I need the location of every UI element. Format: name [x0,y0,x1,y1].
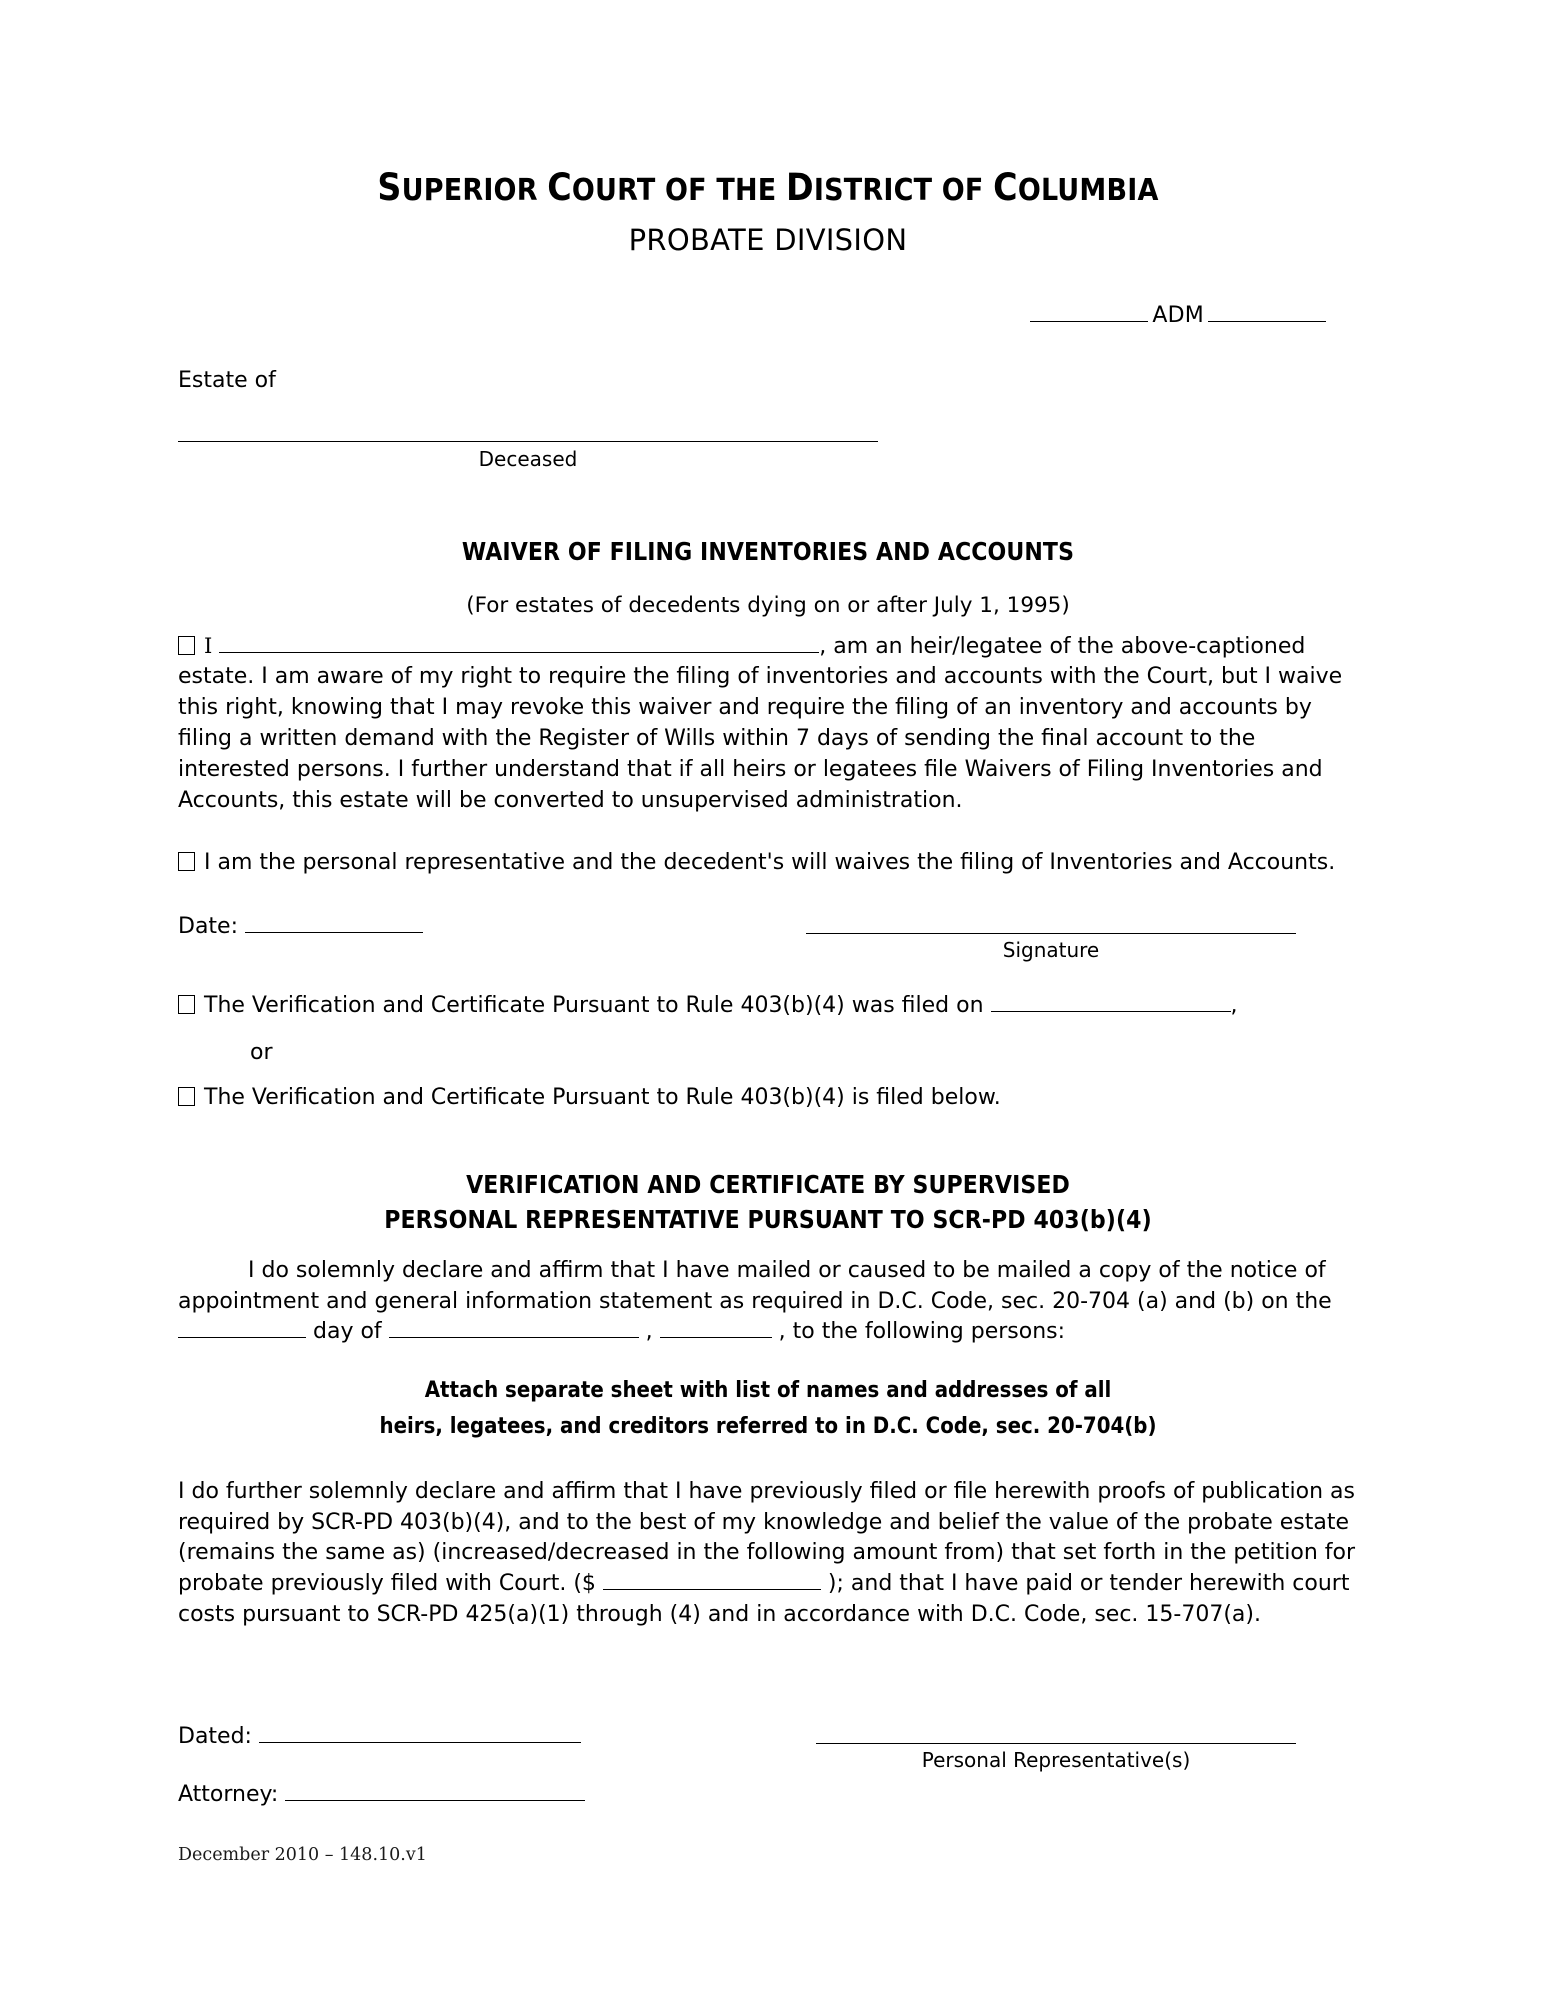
signature-field-group [806,913,1296,962]
personal-representative-signature-blank[interactable] [816,1723,1296,1744]
dated-field-group [178,1723,581,1749]
attorney-field-group [178,1781,585,1807]
date-field-group [178,913,423,939]
form-revision-footer: December 2010 – 148.10.v1 [178,1845,427,1865]
waiver-subtitle: (For estates of decedents dying on or after July 1, 1995) [466,592,1070,618]
case-number-suffix-blank[interactable] [1208,301,1326,322]
signature-blank[interactable] [806,913,1296,934]
or-label: or [250,1040,273,1066]
verification-filed-below-text: The Verification and Certificate Pursuant to Rule 403(b)(4) is filed below. [204,1085,1001,1111]
mailing-day-blank[interactable] [178,1318,306,1338]
verification-day-of-label: day of [313,1319,382,1345]
checkbox-personal-representative[interactable] [178,852,195,871]
mailing-year-blank[interactable] [660,1318,772,1338]
verification-declaration-paragraph [178,1256,1358,1348]
verification-title-line1: VERIFICATION AND CERTIFICATE BY SUPERVISED [466,1169,1070,1199]
verification-to-persons-label: , to the following persons: [778,1319,1066,1345]
attach-sheet-line2: heirs, legatees, and creditors referred to in D.C. Code, sec. 20-704(b) [379,1414,1157,1440]
closing-signature-block [178,1723,1358,1843]
personal-representative-caption: Personal Representative(s) [921,1747,1191,1772]
mailing-month-blank[interactable] [389,1318,639,1338]
case-number-row [178,301,1358,328]
heir-i-label: I [204,633,213,658]
date-signature-row [178,913,1358,975]
checkbox-verification-filed-on[interactable] [178,995,195,1014]
date-blank[interactable] [245,913,423,933]
checkbox-verification-filed-below[interactable] [178,1087,195,1106]
attorney-label: Attorney: [178,1781,279,1807]
checkbox-heir-legatee[interactable] [178,636,195,655]
division-subtitle: PROBATE DIVISION [628,222,908,257]
waiver-title: WAIVER OF FILING INVENTORIES AND ACCOUNTS [461,536,1075,566]
signature-caption: Signature [1002,938,1100,963]
waiver-personal-rep-text: I am the personal representative and the decedent's will waives the filing of Inventories and Accounts. [204,850,1336,876]
heir-name-blank[interactable] [219,633,819,653]
further-declaration-paragraph [178,1477,1358,1631]
further-declaration-text-2: ); and that I have paid or tender herewith court costs pursuant to SCR-PD 425(a)(1) through (4) and in accordance with D.C. Code, sec. 15-707(a). [178,1571,1350,1628]
attorney-blank[interactable] [285,1781,585,1801]
verification-filed-on-comma: , [1230,993,1238,1019]
verification-filed-on-text: The Verification and Certificate Pursuant to Rule 403(b)(4) was filed on [204,993,984,1019]
waiver-heir-paragraph [178,632,1358,817]
further-declaration-text-1: I do further solemnly declare and affirm that I have previously filed or file herewith proofs of publication as required by SCR-PD 403(b)(4), and to the best of my knowledge and belief the value of the probate estate (remains the same as) (increased/decreased in the following amount from) that set forth in the petition for probate previously filed with Court. ($ [178,1478,1355,1597]
waiver-personal-rep-paragraph [178,848,1358,879]
court-title-text: SUPERIOR COURT OF THE DISTRICT OF COLUMBIA [377,166,1159,209]
dated-blank[interactable] [259,1723,581,1743]
attach-sheet-line1: Attach separate sheet with list of names and addresses of all [424,1378,1112,1404]
verification-filed-date-blank[interactable] [991,992,1231,1012]
document-content [178,0,1358,1843]
case-number-prefix-blank[interactable] [1030,301,1148,322]
verification-comma-1: , [645,1319,653,1345]
waiver-heir-text: , am an heir/legatee of the above-captioned estate. I am aware of my right to require the filing of inventories and accounts with the Court, but I waive this right, knowing that I may revoke this waiver and require the filing of an inventory and accounts by filing a written demand with the Register of Wills within 7 days of sending the final account to the interested persons. I further understand that if all heirs or legatees file Waivers of Filing Inventories and Accounts, this estate will be converted to unsupervised administration. [178,633,1343,813]
adm-label: ADM [1152,302,1204,328]
estate-value-amount-blank[interactable] [603,1570,821,1590]
deceased-caption: Deceased [478,446,578,471]
verification-declaration-text: I do solemnly declare and affirm that I have mailed or caused to be mailed a copy of the notice of appointment and general information statement as required in D.C. Code, sec. 20-704 (a) and (b) on the [178,1257,1332,1314]
date-label: Date: [178,914,238,940]
decedent-name-blank[interactable] [178,441,878,442]
estate-of-label: Estate of [178,367,276,393]
court-title [178,168,1358,209]
verification-filed-below-paragraph [178,1083,1358,1114]
dated-label: Dated: [178,1723,252,1749]
verification-title-line2: PERSONAL REPRESENTATIVE PURSUANT TO SCR-PD 403(b)(4) [384,1204,1152,1234]
verification-filed-on-paragraph [178,991,1358,1022]
personal-representative-field-group [816,1723,1296,1772]
